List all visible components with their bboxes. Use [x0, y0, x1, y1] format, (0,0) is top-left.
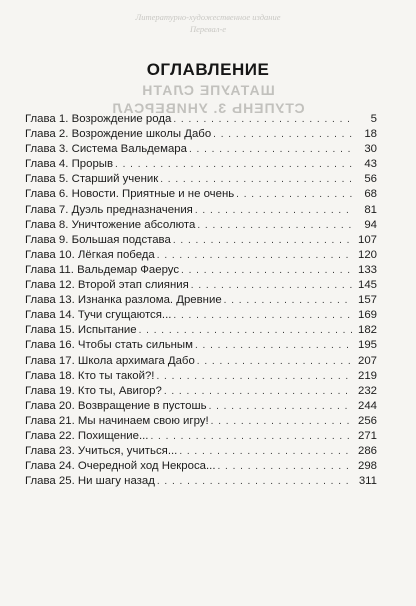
- dot-leader: [160, 172, 353, 187]
- page-number: 94: [364, 218, 377, 231]
- dot-leader: [195, 338, 353, 353]
- page-number: 18: [364, 128, 377, 141]
- toc-entry: [25, 384, 377, 399]
- dot-leader: [179, 444, 353, 459]
- chapter-title: Глава 21. Мы начинаем свою игру!: [25, 414, 209, 427]
- page-number: 145: [357, 279, 377, 292]
- page-number: 298: [357, 460, 377, 473]
- toc-title: ОГЛАВЛЕНИЕ: [146, 60, 270, 79]
- toc-entry: [25, 233, 377, 248]
- page-number: 219: [357, 369, 377, 382]
- show-through-text: СТУПЕНЬ 3. УНИВЕРСАЛ: [111, 100, 305, 116]
- toc-entry: [25, 323, 377, 338]
- chapter-title: Глава 1. Возрождение рода: [25, 113, 172, 125]
- dot-leader: [157, 474, 353, 489]
- dot-leader: [211, 414, 353, 429]
- dot-leader: [224, 293, 353, 308]
- dot-leader: [139, 323, 353, 338]
- toc-entry: [25, 142, 377, 157]
- dot-leader: [209, 399, 353, 414]
- dot-leader: [197, 354, 353, 369]
- chapter-title: Глава 25. Ни шагу назад: [25, 475, 155, 488]
- show-through-text: ШАТАУПЕ СЛАТН: [141, 82, 275, 98]
- dot-leader: [173, 308, 353, 323]
- page-number: 256: [357, 414, 377, 427]
- dot-leader: [164, 384, 353, 399]
- chapter-title: Глава 4. Прорыв: [25, 158, 114, 171]
- page-number: 169: [357, 309, 377, 322]
- chapter-title: Глава 7. Дуэль предназначения: [25, 203, 193, 216]
- dot-leader: [189, 142, 353, 157]
- toc-entry: [25, 112, 377, 127]
- chapter-title: Глава 19. Кто ты, Авигор?: [25, 384, 162, 397]
- show-through-text: Перевал-е: [189, 24, 227, 34]
- dot-leader: [195, 203, 353, 218]
- toc-entry: [25, 293, 377, 308]
- chapter-title: Глава 17. Школа архимага Дабо: [25, 354, 195, 367]
- dot-leader: [217, 459, 353, 474]
- page-number: 5: [370, 113, 377, 125]
- toc-entry: [25, 127, 377, 142]
- page-number: 133: [357, 263, 377, 276]
- toc-entry: [25, 172, 377, 187]
- chapter-title: Глава 9. Большая подстава: [25, 233, 171, 246]
- page-number: 107: [357, 233, 377, 246]
- dot-leader: [115, 157, 353, 172]
- table-of-contents: [25, 112, 377, 489]
- chapter-title: Глава 23. Учиться, учиться...: [25, 445, 178, 458]
- chapter-title: Глава 13. Изнанка разлома. Древние: [25, 294, 222, 307]
- page-number: 311: [358, 475, 377, 488]
- chapter-title: Глава 6. Новости. Приятные и не очень: [25, 188, 235, 201]
- chapter-title: Глава 2. Возрождение школы Дабо: [25, 128, 212, 141]
- chapter-title: Глава 24. Очередной ход Некроса...: [25, 460, 216, 473]
- page-number: 244: [357, 399, 377, 412]
- dot-leader: [173, 233, 353, 248]
- chapter-title: Глава 12. Второй этап слияния: [25, 279, 189, 292]
- toc-entry: [25, 157, 377, 172]
- toc-entry: [25, 444, 377, 459]
- page-number: 182: [357, 324, 377, 337]
- dot-leader: [157, 248, 353, 263]
- chapter-title: Глава 15. Испытание: [25, 324, 137, 337]
- page-number: 56: [364, 173, 377, 186]
- page-number: 271: [357, 429, 377, 442]
- chapter-title: Глава 11. Вальдемар Фаерус: [25, 263, 180, 276]
- chapter-title: Глава 18. Кто ты такой?!: [25, 369, 155, 382]
- toc-entry: [25, 248, 377, 263]
- show-through-text: Литературно-художественное издание: [135, 12, 281, 22]
- toc-entry: [25, 429, 377, 444]
- page-number: 81: [364, 203, 377, 216]
- toc-entry: [25, 218, 377, 233]
- page-number: 232: [357, 384, 377, 397]
- page-number: 120: [357, 248, 377, 261]
- chapter-title: Глава 8. Уничтожение абсолюта: [25, 218, 196, 231]
- toc-entry: [25, 369, 377, 384]
- toc-entry: [25, 308, 377, 323]
- toc-entry: [25, 263, 377, 278]
- dot-leader: [150, 429, 353, 444]
- toc-entry: [25, 459, 377, 474]
- toc-entry: [25, 203, 377, 218]
- dot-leader: [197, 218, 353, 233]
- chapter-title: Глава 20. Возвращение в пустошь: [25, 399, 207, 412]
- dot-leader: [156, 369, 353, 384]
- toc-entry: [25, 338, 377, 353]
- dot-leader: [213, 127, 353, 142]
- chapter-title: Глава 3. Система Вальдемара: [25, 143, 187, 156]
- page-number: 207: [357, 354, 377, 367]
- page-number: 286: [357, 445, 377, 458]
- toc-entry: [25, 278, 377, 293]
- dot-leader: [181, 263, 353, 278]
- toc-entry: [25, 474, 377, 489]
- page-number: 68: [364, 188, 377, 201]
- toc-entry: [25, 187, 377, 202]
- dot-leader: [236, 187, 353, 202]
- toc-entry: [25, 399, 377, 414]
- chapter-title: Глава 16. Чтобы стать сильным: [25, 339, 193, 352]
- page-number: 30: [364, 143, 377, 156]
- page-number: 43: [364, 158, 377, 171]
- page-number: 157: [357, 294, 377, 307]
- chapter-title: Глава 22. Похищение...: [25, 429, 149, 442]
- chapter-title: Глава 5. Старший ученик: [25, 173, 159, 186]
- toc-entry: [25, 414, 377, 429]
- chapter-title: Глава 10. Лёгкая победа: [25, 248, 155, 261]
- page-number: 195: [357, 339, 377, 352]
- toc-entry: [25, 354, 377, 369]
- chapter-title: Глава 14. Тучи сгущаются...: [25, 309, 172, 322]
- dot-leader: [191, 278, 353, 293]
- dot-leader: [173, 112, 353, 127]
